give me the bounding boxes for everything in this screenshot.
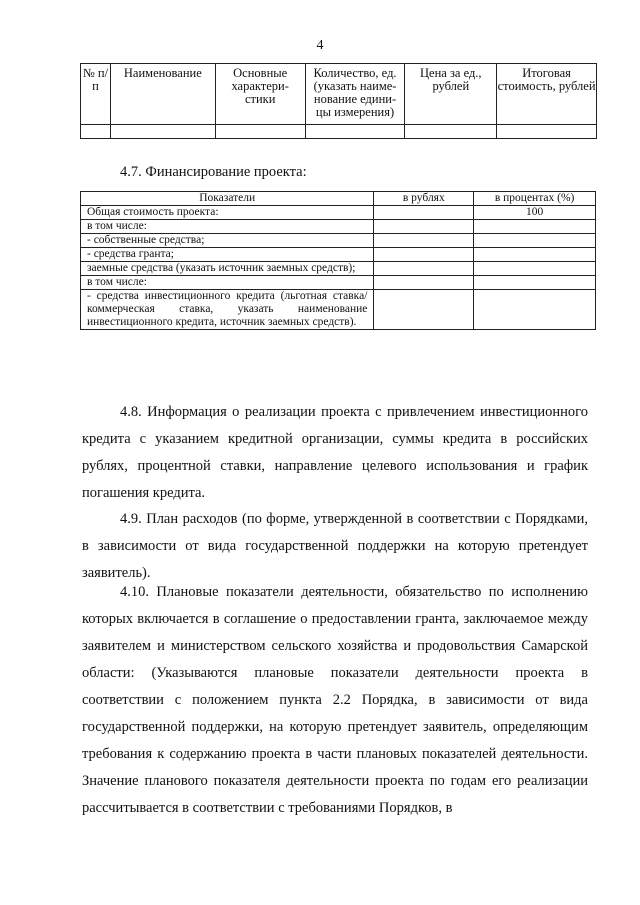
table-cell: [497, 125, 597, 139]
table-row: [81, 262, 596, 276]
col-header-indicators: Показатели: [81, 192, 374, 206]
row-percent: [474, 248, 596, 262]
row-label: заемные средства (указать источник заемных средств);: [81, 262, 374, 276]
table-row: [81, 290, 596, 330]
row-rubles: [374, 276, 474, 290]
row-rubles: [374, 206, 474, 220]
paragraph-4-10: 4.10. Плановые показатели деятельности, обязательство по исполнению которых включается в соглашение о предоставлении гранта, заключаемое между заявителем и министерством сельского хозяйства и продовольствия Самарской области: (Указываются плановые показатели деятельности проекта в соответствии с положением пункта 2.2 Порядка, в зависимости от вида государственной поддержки, на которую претендует заявитель, определяющим требования к содержанию проекта в части плановых показателей деятельности. Значение планового показателя деятельности проекта по годам его реализации рассчитывается в соответствии с требованиями Порядков, в: [82, 584, 588, 816]
row-percent: [474, 262, 596, 276]
paragraph-4-8: 4.8. Информация о реализации проекта с привлечением инвестиционного кредита с указанием кредитной организации, суммы кредита в российских рублях, процентной ставки, направление целевого использования и график погашения кредита.: [82, 404, 588, 501]
financing-table: [80, 191, 596, 330]
page-number: 4: [316, 38, 324, 53]
col-header-name: Наименование: [110, 64, 215, 125]
row-percent: [474, 220, 596, 234]
col-header-characteristics: Основные характери- стики: [215, 64, 305, 125]
col-header-unit-price: Цена за ед., рублей: [405, 64, 497, 125]
row-rubles: [374, 290, 474, 330]
table-row: [81, 125, 597, 139]
row-rubles: [374, 248, 474, 262]
row-rubles: [374, 234, 474, 248]
row-percent: [474, 290, 596, 330]
row-rubles: [374, 262, 474, 276]
col-header-quantity: Количество, ед. (указать наиме- нование едини- цы измерения): [305, 64, 405, 125]
row-percent: 100: [474, 206, 596, 220]
table-cell: [81, 125, 111, 139]
paragraph-4-9: 4.9. План расходов (по форме, утвержденной в соответствии с Порядками, в зависимости от вида государственной поддержки на которую претендует заявитель).: [82, 511, 588, 581]
table-cell: [110, 125, 215, 139]
row-percent: [474, 276, 596, 290]
cost-items-table: [80, 63, 597, 139]
row-label: - собственные средства;: [81, 234, 374, 248]
section-heading-4-7: 4.7. Финансирование проекта:: [120, 164, 307, 180]
table-cell: [215, 125, 305, 139]
row-label: Общая стоимость проекта:: [81, 206, 374, 220]
table-cell: [305, 125, 405, 139]
col-header-number: № п/п: [81, 64, 111, 125]
table-header-row: [81, 192, 596, 206]
col-header-percent: в процентах (%): [474, 192, 596, 206]
col-header-total-cost: Итоговая стоимость, рублей: [497, 64, 597, 125]
table-row: [81, 206, 596, 220]
row-label: в том числе:: [81, 276, 374, 290]
table-row: [81, 276, 596, 290]
table-header-row: [81, 64, 597, 125]
table-row: [81, 234, 596, 248]
row-label: - средства гранта;: [81, 248, 374, 262]
table-cell: [405, 125, 497, 139]
table-row: [81, 220, 596, 234]
row-rubles: [374, 220, 474, 234]
row-label: - средства инвестиционного кредита (льготная ставка/коммерческая ставка, указать наименование инвестиционного кредита, источник заемных средств).: [81, 290, 374, 330]
col-header-rubles: в рублях: [374, 192, 474, 206]
row-percent: [474, 234, 596, 248]
table-row: [81, 248, 596, 262]
row-label: в том числе:: [81, 220, 374, 234]
